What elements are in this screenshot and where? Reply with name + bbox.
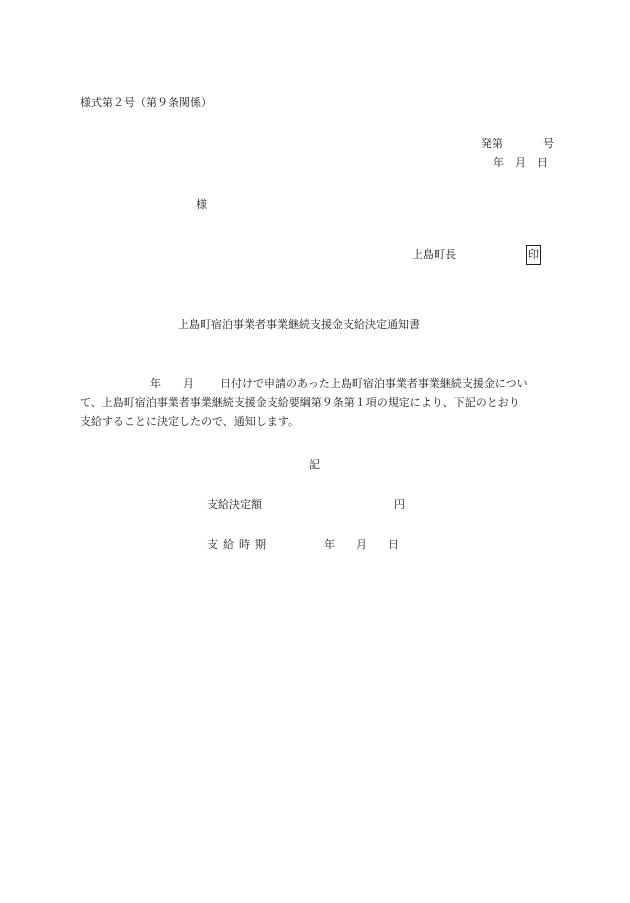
timing-date — [324, 538, 399, 552]
issue-date-line — [493, 156, 548, 170]
body-date-month: 月 — [183, 377, 194, 390]
body-line-2: て、上島町宿泊事業者事業継続支援金支給要綱第９条第１項の規定により、下記のとおり — [80, 396, 520, 409]
timing-month: 月 — [356, 538, 367, 551]
amount-label: 支給決定額 — [207, 498, 262, 511]
form-label: 様式第２号（第９条関係） — [80, 96, 212, 109]
timing-year: 年 — [324, 538, 335, 551]
document-title: 上島町宿泊事業者事業継続支援金支給決定通知書 — [178, 318, 420, 331]
issue-date-day: 日 — [537, 156, 548, 169]
body-line-1-text: 日付けで申請のあった上島町宿泊事業者事業継続支援金につい — [220, 377, 528, 390]
issue-date-month: 月 — [515, 156, 526, 169]
sender-title: 上島町長 — [412, 248, 456, 261]
body-line-1 — [150, 377, 528, 391]
timing-day: 日 — [388, 538, 399, 551]
issue-prefix: 発第 — [481, 137, 503, 150]
issue-date-year: 年 — [493, 156, 504, 169]
recipient-honorific: 様 — [196, 198, 207, 211]
amount-unit: 円 — [394, 498, 405, 511]
issue-suffix: 号 — [543, 137, 554, 150]
body-line-3: 支給することに決定したので、通知します。 — [80, 415, 299, 428]
notation-ki: 記 — [309, 458, 320, 471]
issue-number-line — [481, 137, 554, 151]
timing-label: 支給時期 — [207, 538, 271, 551]
seal-mark: 印 — [526, 245, 541, 265]
body-date-year: 年 — [150, 377, 161, 390]
